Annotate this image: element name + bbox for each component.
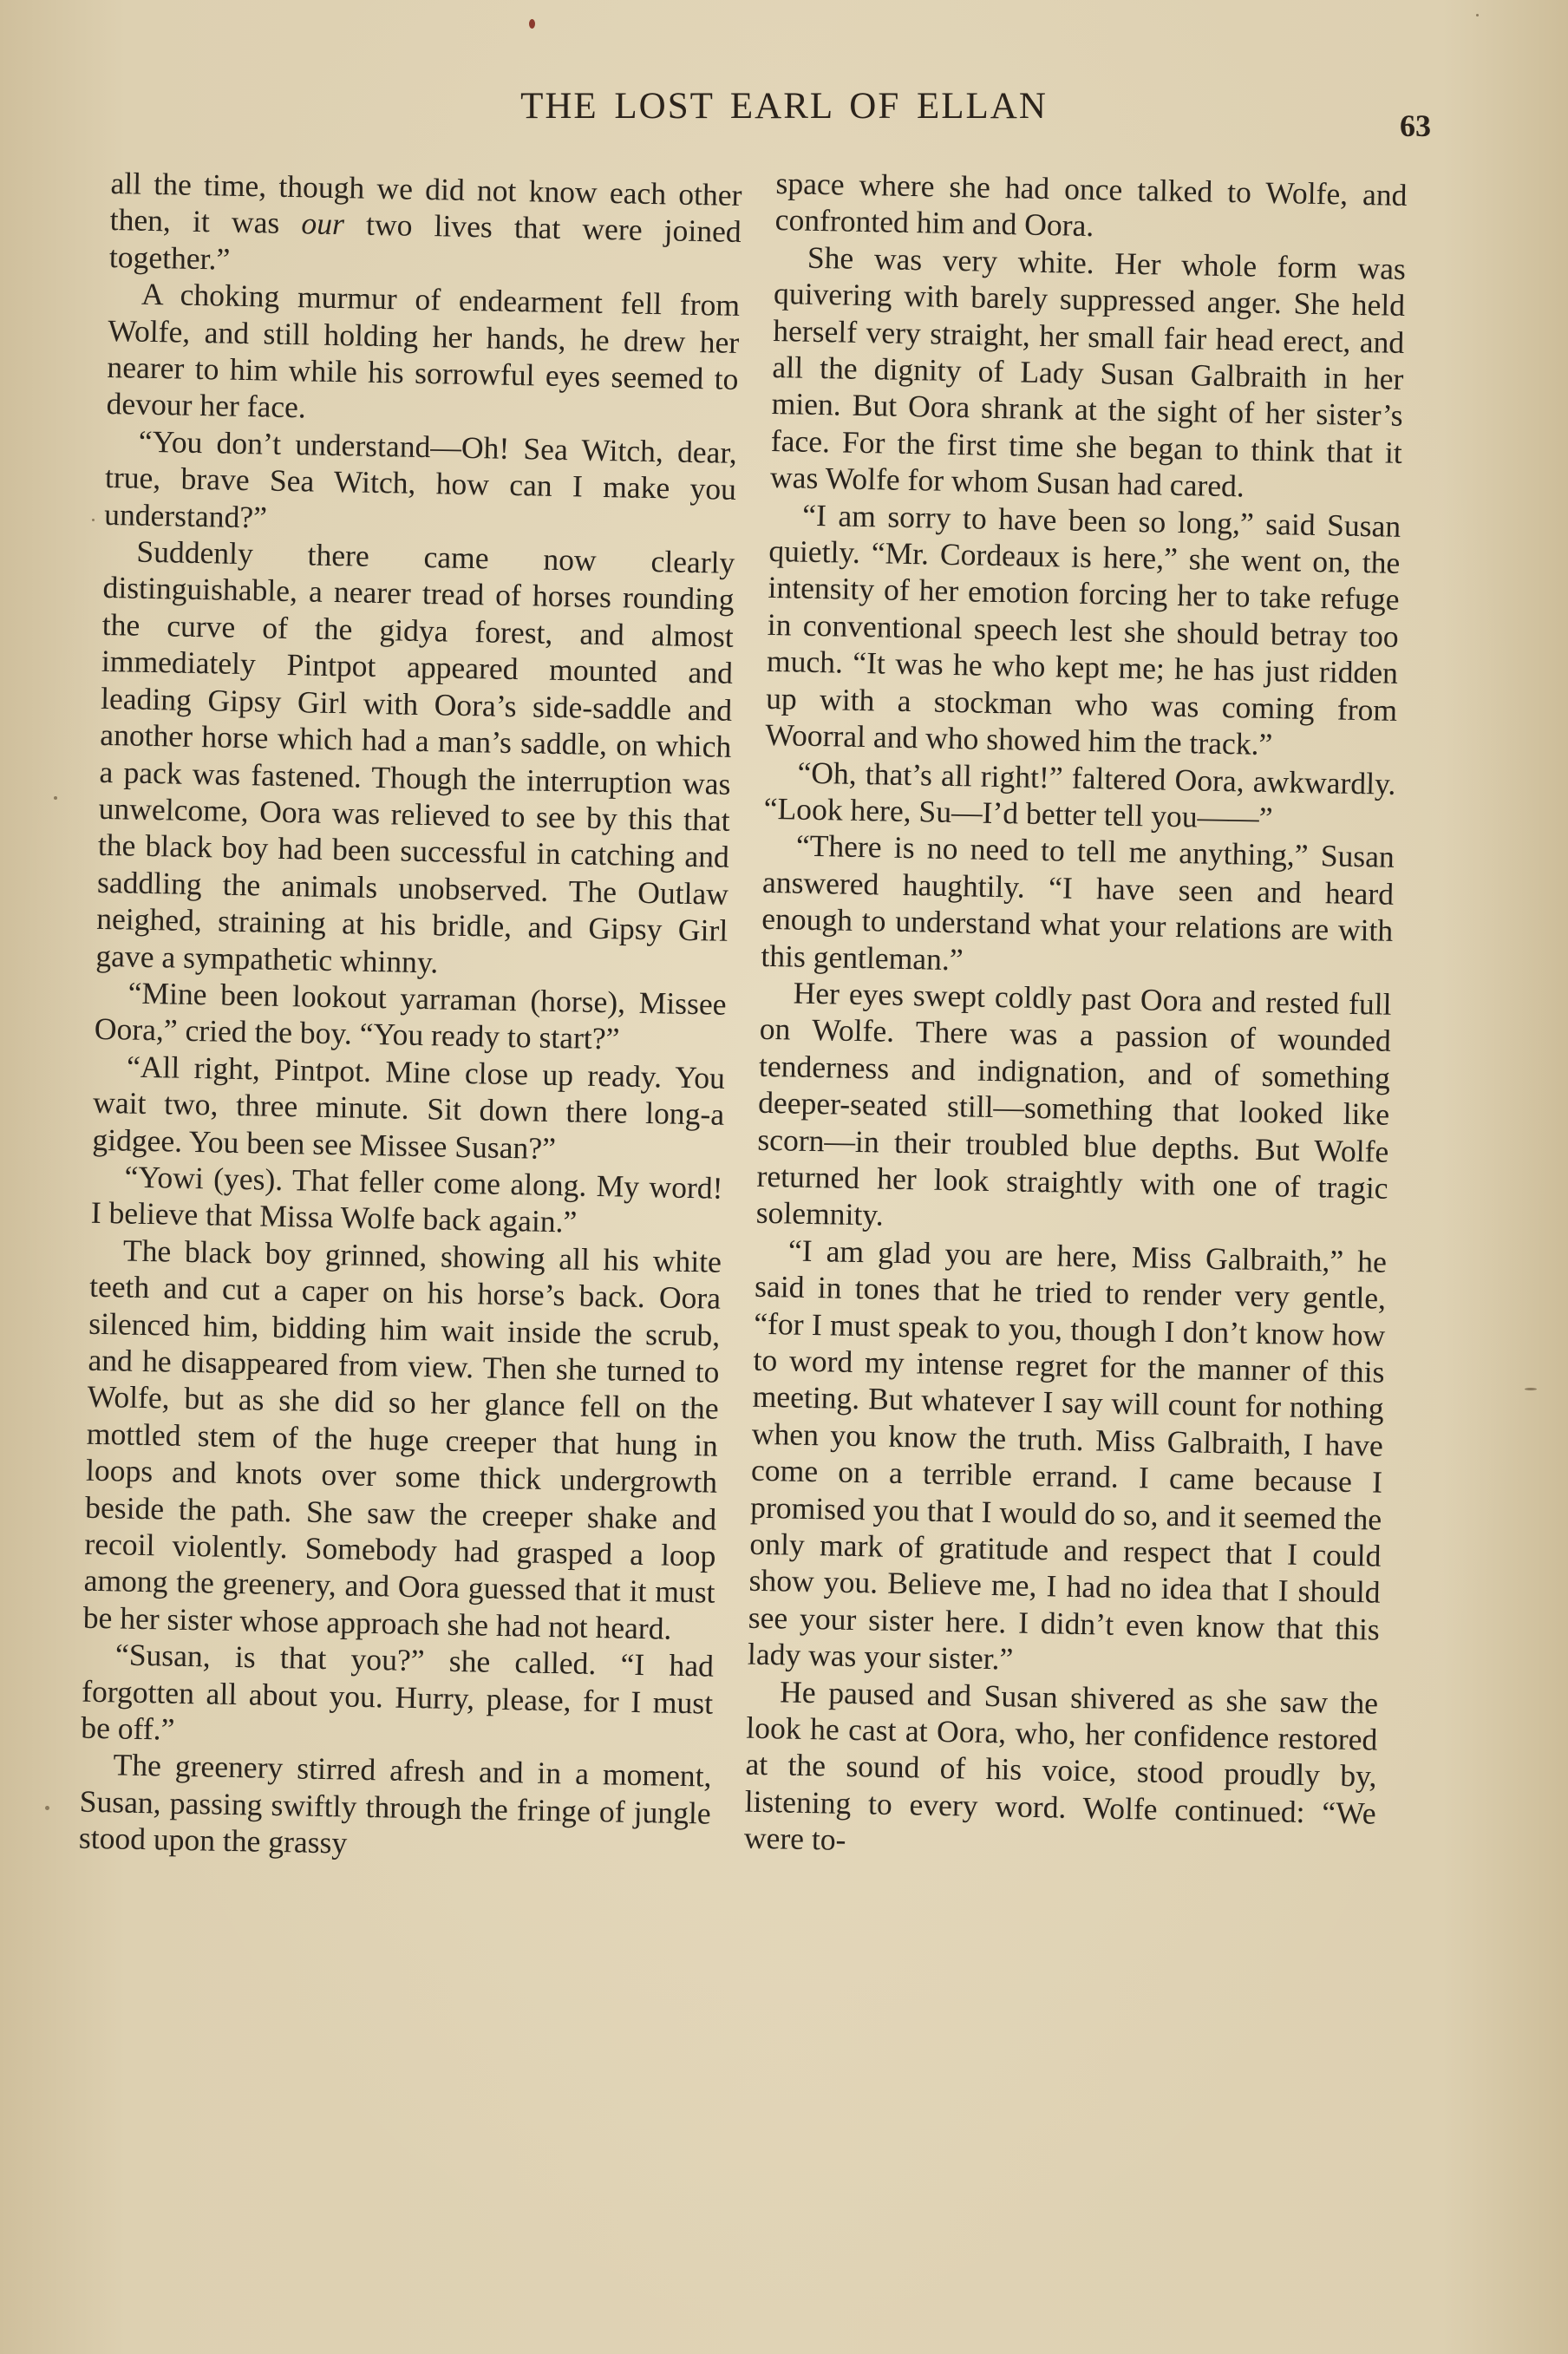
paragraph: Her eyes swept coldly past Oora and rested full on Wolfe. There was a passion of wounded tenderness and indignation, and of something deeper-seated still—something that looked like scorn—in their troubled blue depths. But Wolfe returned her look straightly with one of tragic solemnity. [755, 975, 1392, 1233]
paragraph: “All right, Pintpot. Mine close up ready. You wait two, three minute. Sit down there long-a gidgee. You been see Missee Susan?” [92, 1049, 726, 1166]
paragraph: The greenery stirred afresh and in a moment, Susan, passing swiftly through the fringe of jungle stood upon the grassy [78, 1747, 712, 1860]
paragraph: “Oh, that’s all right!” faltered Oora, awkwardly. “Look here, Su—I’d better tell you——” [763, 755, 1396, 836]
paragraph: “I am sorry to have been so long,” said Susan quietly. “Mr. Cordeaux is here,” she went on, the intensity of her emotion forcing her to take refuge in conventional speech lest she should betray too much. “It was he who kept me; he has just ridden up with a stockman who was coming from Woorral and who showed him the track.” [765, 497, 1401, 762]
paper-speck [1525, 1388, 1537, 1390]
paragraph: A choking murmur of endearment fell from Wolfe, and still holding her hands, he drew her nearer to him while his sorrowful eyes seemed to devour her face. [106, 276, 741, 425]
paragraph: “You don’t understand—Oh! Sea Witch, dear, true, brave Sea Witch, how can I make you understand?” [103, 423, 738, 535]
paragraph: He paused and Susan shivered as she saw the look he cast at Oora, who, her confidence restored at the sound of his voice, stood proudly by, listening to every word. Wolfe continued: “We were to- [743, 1674, 1379, 1858]
paper-speck [529, 19, 535, 29]
paragraph: She was very white. Her whole form was quivering with barely suppressed anger. She held herself very straight, her small fair head erect, and all the dignity of Lady Susan Galbraith in her mien. But Oora shrank at the sight of her sister’s face. For the first time she began to think that it was Wolfe for whom Susan had cared. [769, 239, 1407, 504]
paragraph: “I am glad you are here, Miss Galbraith,” he said in tones that he tried to render very gentle, “for I must speak to you, though I don’t know how to word my intense regret for the manner of this meeting. But whatever I say will count for nothing when you know the truth. Miss Galbraith, I have come on a terrible errand. I came because I promised you that I would do so, and it seemed the only mark of gratitude and respect that I could show you. Believe me, I had no idea that I should see your sister here. I didn’t even know that this lady was your sister.” [747, 1233, 1388, 1677]
paragraph: The black boy grinned, showing all his white teeth and cut a caper on his horse’s back. Oora silenced him, bidding him wait inside the scrub, and he disappeared from view. Then she turned to Wolfe, but as she did so her glance fell on the mottled stem of the huge creeper that hung in loops and knots over some thick undergrowth beside the path. She saw the creeper shake and recoil violently. Somebody had grasped a loop among the greenery, and Oora guessed that it must be her sister whose approach she had not heard. [82, 1233, 722, 1646]
paragraph: “Yowi (yes). That feller come along. My word! I believe that Missa Wolfe back again.” [90, 1159, 723, 1239]
right-column [744, 165, 1408, 1868]
running-title: THE LOST EARL OF ELLAN [520, 86, 1048, 127]
paragraph: “There is no need to tell me anything,” Susan answered haughtily. “I have seen and heard enough to understand what your relations are with this gentleman.” [761, 827, 1395, 977]
paper-speck [45, 1806, 49, 1810]
paragraph: “Susan, is that you?” she called. “I had forgotten all about you. Hurry, please, for I must be off.” [81, 1637, 715, 1747]
paper-speck [54, 796, 57, 800]
paragraph: all the time, though we did not know each other then, it was our two lives that were joined together.” [108, 165, 742, 277]
paragraph: Suddenly there came now clearly distinguishable, a nearer tread of horses rounding the curve of the gidya forest, and almost immediately Pintpot appeared mounted and leading Gipsy Girl with Oora’s side-saddle and another horse which had a man’s saddle, on which a pack was fastened. Though the interruption was unwelcome, Oora was relieved to see by this that the black boy had been successful in catching and saddling the animals unobserved. The Outlaw neighed, straining at his bridle, and Gipsy Girl gave a sympathetic whinny. [95, 533, 735, 979]
page-number: 63 [1400, 108, 1431, 143]
paragraph: “Mine been lookout yarraman (horse), Missee Oora,” cried the boy. “You ready to start?” [94, 975, 727, 1056]
paragraph: space where she had once talked to Wolfe, and confronted him and Oora. [774, 165, 1408, 244]
left-column [79, 165, 742, 1868]
paper-speck [92, 519, 95, 521]
paper-speck [1476, 14, 1479, 16]
